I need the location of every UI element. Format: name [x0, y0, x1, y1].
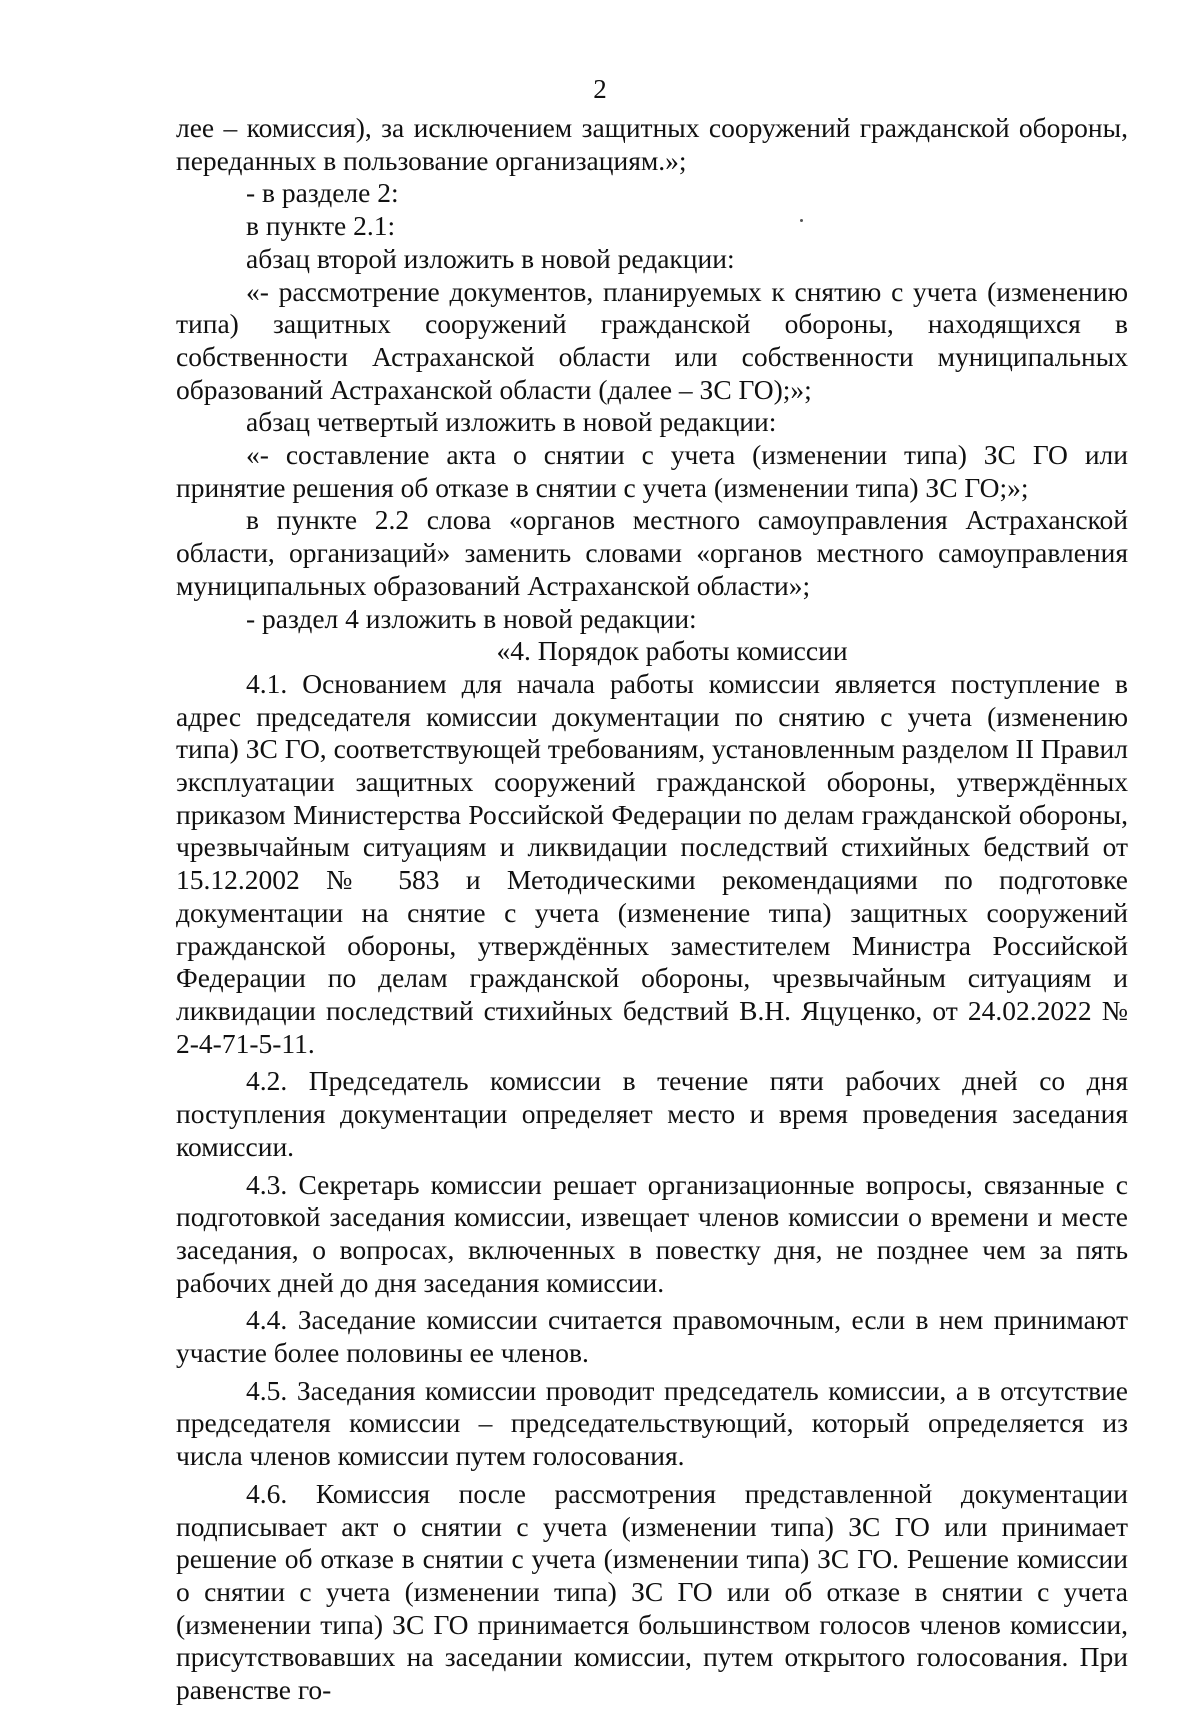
scan-speck	[800, 219, 803, 222]
paragraph-4-5: 4.5. Заседания комиссии проводит председатель комиссии, а в отсутствие председателя комиссии – председательствующий, который определяется из числа членов комиссии путем голосования.	[176, 1374, 1128, 1472]
paragraph-continuation: лее – комиссия), за исключением защитных сооружений гражданской обороны, переданных в пользование организациям.»;	[176, 112, 1128, 176]
paragraph-instruction-2: абзац второй изложить в новой редакции:	[246, 242, 735, 274]
paragraph-section-2: - в разделе 2:	[246, 177, 399, 209]
paragraph-quote-2: «- составление акта о снятии с учета (изменении типа) ЗС ГО или принятие решения об отказе в снятии с учета (изменении типа) ЗС ГО;»;	[176, 439, 1128, 503]
paragraph-4-2: 4.2. Председатель комиссии в течение пяти рабочих дней со дня поступления документации определяет место и время проведения заседания комиссии.	[176, 1065, 1128, 1162]
paragraph-4-1: 4.1. Основанием для начала работы комиссии является поступление в адрес председателя комиссии документации по снятию с учета (изменению типа) ЗС ГО, соответствующей требованиям, установленным разделом II Правил эксплуатации защитных сооружений гражданской обороны, утверждённых приказом Министерства Российской Федерации по делам гражданской обороны, чрезвычайным ситуациям и ликвидации последствий стихийных бедствий от 15.12.2002 № 583 и Методическими рекомендациями по подготовке документации на снятие с учета (изменение типа) защитных сооружений гражданской обороны, утверждённых заместителем Министра Российской Федерации по делам гражданской обороны, чрезвычайным ситуациям и ликвидации последствий стихийных бедствий В.Н. Яцуценко, от 24.02.2022 № 2-4-71-5-11.	[176, 667, 1128, 1059]
page-number: 2	[593, 74, 607, 104]
paragraph-4-6: 4.6. Комиссия после рассмотрения представленной документации подписывает акт о снятии с учета (изменении типа) ЗС ГО или принимает решение об отказе в снятии с учета (изменении типа) ЗС ГО. Решение комиссии о снятии с учета (изменении типа) ЗС ГО или об отказе в снятии с учета (изменении типа) ЗС ГО принимается большинством голосов членов комиссии, присутствовавших на заседании комиссии, путем открытого голосования. При равенстве го-	[176, 1477, 1128, 1706]
document-body	[176, 112, 1128, 1707]
paragraph-section-4: - раздел 4 изложить в новой редакции:	[246, 602, 697, 634]
paragraph-quote-1: «- рассмотрение документов, планируемых к снятию с учета (изменению типа) защитных сооружений гражданской обороны, находящихся в собственности Астраханской области или собственности муниципальных образований Астраханской области (далее – ЗС ГО);»;	[176, 275, 1128, 405]
section-heading: «4. Порядок работы комиссии	[496, 635, 848, 667]
paragraph-item-2-2: в пункте 2.2 слова «органов местного самоуправления Астраханской области, организаций» заменить словами «органов местного самоуправления муниципальных образований Астраханской области»;	[176, 504, 1128, 601]
paragraph-item-2-1: в пункте 2.1:	[246, 210, 396, 242]
paragraph-4-3: 4.3. Секретарь комиссии решает организационные вопросы, связанные с подготовкой заседания комиссии, извещает членов комиссии о времени и месте заседания, о вопросах, включенных в повестку дня, не позднее чем за пять рабочих дней до дня заседания комиссии.	[176, 1168, 1128, 1298]
paragraph-instruction-4: абзац четвертый изложить в новой редакции:	[246, 406, 777, 438]
paragraph-4-4: 4.4. Заседание комиссии считается правомочным, если в нем принимают участие более половины ее членов.	[176, 1304, 1128, 1369]
